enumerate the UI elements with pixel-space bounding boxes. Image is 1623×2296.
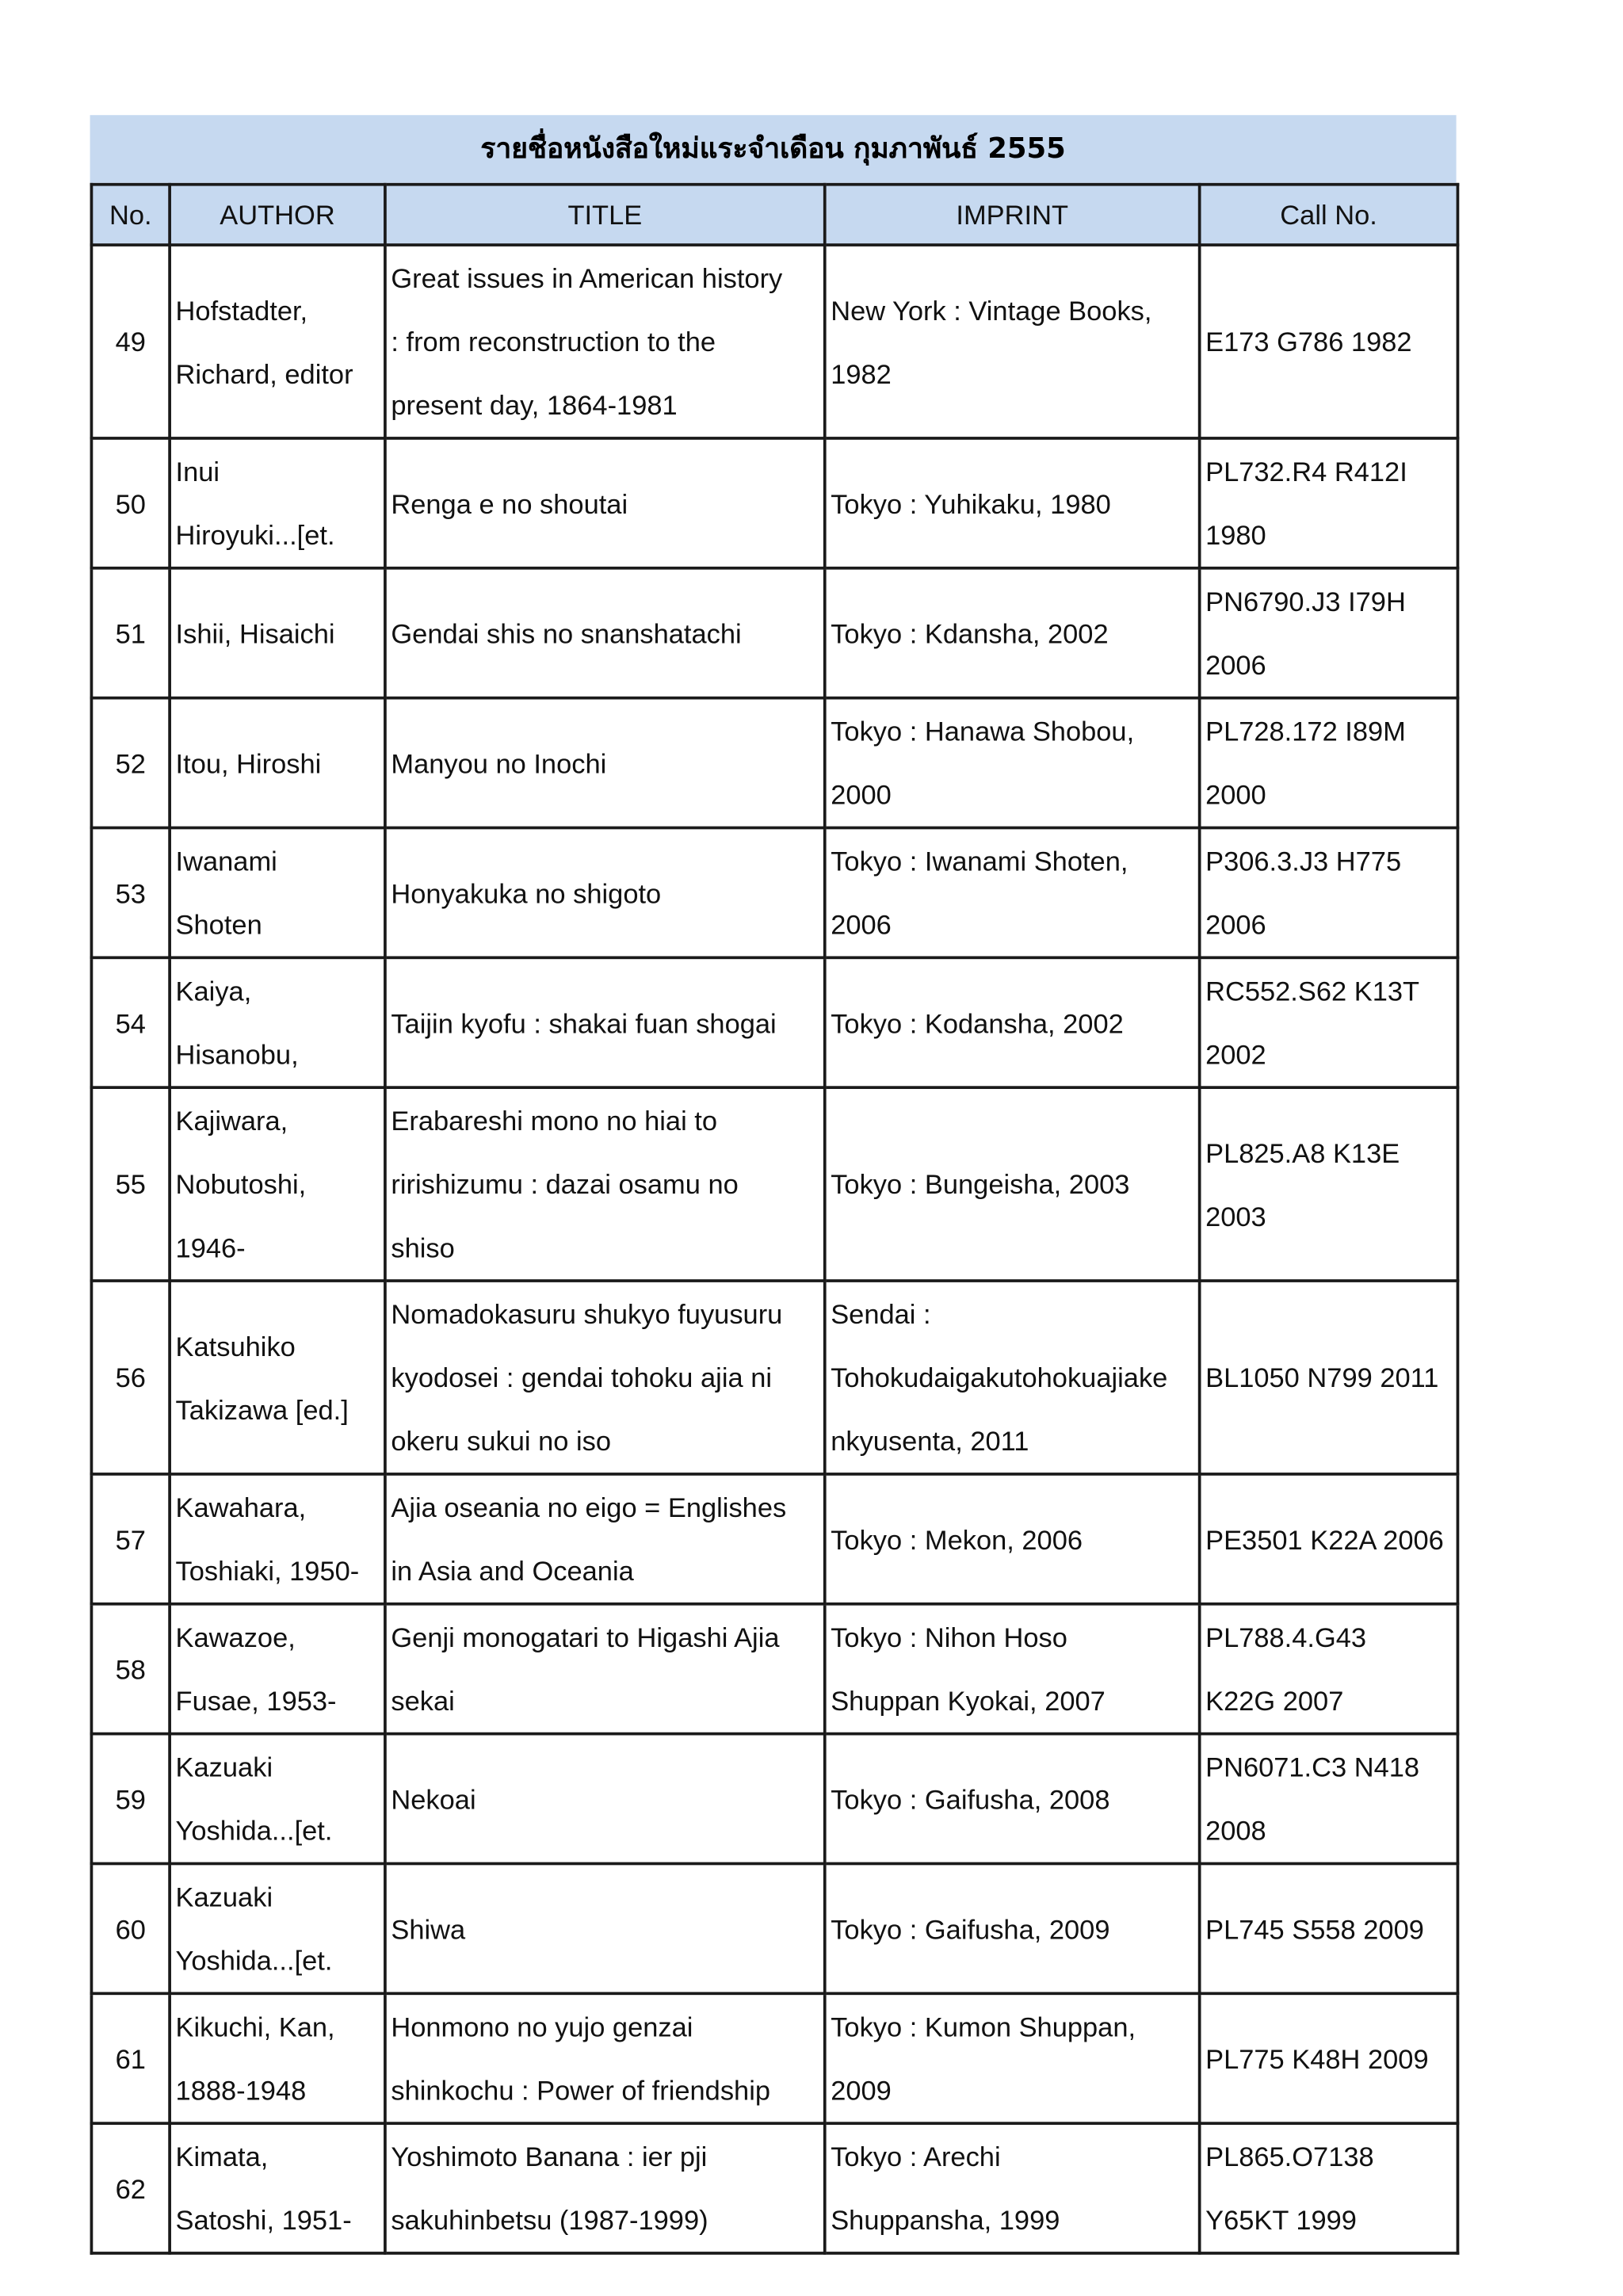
call-number-cell-line: 1980 bbox=[1205, 519, 1266, 551]
author-cell bbox=[170, 1281, 385, 1474]
imprint-cell bbox=[825, 1734, 1200, 1864]
imprint-cell-line: Tokyo : Nihon Hoso bbox=[831, 1622, 1067, 1653]
call-number-cell bbox=[1200, 1734, 1458, 1864]
call-number-cell bbox=[1200, 1993, 1458, 2123]
title-cell bbox=[385, 1863, 825, 1993]
author-cell bbox=[170, 1604, 385, 1734]
column-header-title: TITLE bbox=[385, 185, 825, 245]
row-number-cell: 57 bbox=[91, 1474, 170, 1604]
row-number-cell: 50 bbox=[91, 438, 170, 568]
row-number-cell: 51 bbox=[91, 568, 170, 698]
author-cell-line: Ishii, Hisaichi bbox=[175, 617, 335, 649]
row-number-cell: 58 bbox=[91, 1604, 170, 1734]
row-number-cell: 54 bbox=[91, 957, 170, 1087]
book-table bbox=[90, 183, 1460, 2255]
call-number-cell-line: E173 G786 1982 bbox=[1205, 326, 1412, 357]
call-number-cell-line: BL1050 N799 2011 bbox=[1205, 1362, 1439, 1393]
call-number-cell bbox=[1200, 1604, 1458, 1734]
call-number-cell-line: PL865.O7138 bbox=[1205, 2141, 1374, 2172]
imprint-cell-line: Tokyo : Mekon, 2006 bbox=[831, 1523, 1083, 1555]
title-cell bbox=[385, 438, 825, 568]
imprint-cell-line: 2000 bbox=[831, 779, 892, 811]
author-cell bbox=[170, 438, 385, 568]
imprint-cell bbox=[825, 1281, 1200, 1474]
imprint-cell-line: Tokyo : Bungeisha, 2003 bbox=[831, 1168, 1130, 1200]
call-number-cell-line: 2000 bbox=[1205, 779, 1266, 811]
row-number-cell: 60 bbox=[91, 1863, 170, 1993]
call-number-cell-line: 2003 bbox=[1205, 1200, 1266, 1232]
title-cell bbox=[385, 1474, 825, 1604]
title-cell-line: sakuhinbetsu (1987-1999) bbox=[391, 2204, 708, 2236]
row-number-cell: 62 bbox=[91, 2123, 170, 2253]
imprint-cell bbox=[825, 438, 1200, 568]
title-cell-line: : from reconstruction to the bbox=[391, 326, 716, 357]
call-number-cell-line: PL788.4.G43 bbox=[1205, 1622, 1367, 1653]
author-cell-line: Iwanami bbox=[175, 845, 277, 877]
title-cell bbox=[385, 1734, 825, 1864]
author-cell bbox=[170, 698, 385, 828]
author-cell bbox=[170, 1087, 385, 1281]
list-title: รายชื่อหนังสือใหม่แระจำเดือน กุมภาพันธ์ 2555 bbox=[90, 115, 1457, 183]
table-row bbox=[91, 1474, 1457, 1604]
table-row bbox=[91, 1863, 1457, 1993]
title-cell bbox=[385, 568, 825, 698]
call-number-cell-line: PL732.R4 R412I bbox=[1205, 456, 1407, 487]
call-number-cell-line: 2006 bbox=[1205, 908, 1266, 940]
row-number-cell: 55 bbox=[91, 1087, 170, 1281]
call-number-cell-line: PN6071.C3 N418 bbox=[1205, 1751, 1420, 1783]
imprint-cell-line: Tohokudaigakutohokuajiake bbox=[831, 1362, 1168, 1393]
imprint-cell-line: Sendai : bbox=[831, 1298, 931, 1330]
call-number-cell bbox=[1200, 438, 1458, 568]
author-cell-line: Inui bbox=[175, 456, 220, 487]
table-header-row bbox=[91, 185, 1457, 245]
imprint-cell-line: Tokyo : Gaifusha, 2008 bbox=[831, 1782, 1110, 1815]
table-row bbox=[91, 245, 1457, 438]
call-number-cell-line: Y65KT 1999 bbox=[1205, 2204, 1357, 2236]
call-number-cell-line: 2008 bbox=[1205, 1815, 1266, 1847]
imprint-cell bbox=[825, 1993, 1200, 2123]
call-number-cell-line: PE3501 K22A 2006 bbox=[1205, 1523, 1444, 1555]
call-number-cell-line: 2002 bbox=[1205, 1038, 1266, 1070]
title-cell-line: Gendai shis no snanshatachi bbox=[391, 617, 742, 649]
column-header-no: No. bbox=[91, 185, 170, 245]
imprint-cell bbox=[825, 698, 1200, 828]
imprint-cell bbox=[825, 1087, 1200, 1281]
imprint-cell-line: 2009 bbox=[831, 2074, 892, 2106]
author-cell-line: Yoshida...[et. bbox=[175, 1944, 333, 1976]
call-number-cell bbox=[1200, 245, 1458, 438]
call-number-cell bbox=[1200, 957, 1458, 1087]
table-row bbox=[91, 438, 1457, 568]
call-number-cell-line: PL775 K48H 2009 bbox=[1205, 2042, 1429, 2074]
title-cell bbox=[385, 245, 825, 438]
author-cell-line: Richard, editor bbox=[175, 357, 353, 389]
title-cell-line: Genji monogatari to Higashi Ajia bbox=[391, 1622, 780, 1653]
call-number-cell-line: K22G 2007 bbox=[1205, 1685, 1344, 1717]
title-cell-line: Honmono no yujo genzai bbox=[391, 2011, 693, 2042]
table-row bbox=[91, 1734, 1457, 1864]
title-cell-line: Nekoai bbox=[391, 1782, 476, 1815]
call-number-cell bbox=[1200, 827, 1458, 957]
author-cell-line: Takizawa [ed.] bbox=[175, 1393, 349, 1425]
author-cell-line: Hisanobu, bbox=[175, 1038, 299, 1070]
table-row bbox=[91, 1281, 1457, 1474]
imprint-cell-line: Tokyo : Hanawa Shobou, bbox=[831, 715, 1135, 747]
book-list-sheet bbox=[90, 115, 1457, 2255]
author-cell-line: 1888-1948 bbox=[175, 2074, 307, 2106]
author-cell-line: Kazuaki bbox=[175, 1881, 273, 1912]
author-cell-line: Toshiaki, 1950- bbox=[175, 1555, 360, 1587]
author-cell bbox=[170, 827, 385, 957]
table-row bbox=[91, 1087, 1457, 1281]
author-cell bbox=[170, 1863, 385, 1993]
imprint-cell-line: Tokyo : Kodansha, 2002 bbox=[831, 1007, 1124, 1038]
row-number-cell: 59 bbox=[91, 1734, 170, 1864]
title-cell-line: ririshizumu : dazai osamu no bbox=[391, 1168, 739, 1200]
imprint-cell-line: New York : Vintage Books, bbox=[831, 294, 1152, 326]
imprint-cell-line: Tokyo : Kumon Shuppan, bbox=[831, 2011, 1136, 2042]
table-row bbox=[91, 827, 1457, 957]
author-cell-line: Kikuchi, Kan, bbox=[175, 2011, 335, 2042]
imprint-cell bbox=[825, 1604, 1200, 1734]
column-header-author: AUTHOR bbox=[170, 185, 385, 245]
author-cell-line: Kazuaki bbox=[175, 1751, 273, 1783]
title-cell-line: Honyakuka no shigoto bbox=[391, 877, 662, 908]
row-number-cell: 56 bbox=[91, 1281, 170, 1474]
title-cell-line: Renga e no shoutai bbox=[391, 487, 628, 519]
imprint-cell-line: Tokyo : Yuhikaku, 1980 bbox=[831, 487, 1111, 519]
imprint-cell bbox=[825, 1863, 1200, 1993]
imprint-cell-line: 2006 bbox=[831, 908, 892, 940]
call-number-cell bbox=[1200, 1281, 1458, 1474]
table-row bbox=[91, 568, 1457, 698]
imprint-cell-line: Shuppansha, 1999 bbox=[831, 2204, 1060, 2236]
title-cell bbox=[385, 1993, 825, 2123]
title-cell bbox=[385, 698, 825, 828]
author-cell bbox=[170, 1474, 385, 1604]
author-cell-line: 1946- bbox=[175, 1232, 246, 1263]
title-cell-line: Erabareshi mono no hiai to bbox=[391, 1105, 718, 1137]
title-cell bbox=[385, 827, 825, 957]
row-number-cell: 61 bbox=[91, 1993, 170, 2123]
author-cell bbox=[170, 957, 385, 1087]
imprint-cell-line: Shuppan Kyokai, 2007 bbox=[831, 1685, 1106, 1717]
title-cell-line: present day, 1864-1981 bbox=[391, 389, 678, 421]
table-row bbox=[91, 957, 1457, 1087]
column-header-imprint: IMPRINT bbox=[825, 185, 1200, 245]
title-cell-line: Yoshimoto Banana : ier pji bbox=[391, 2141, 708, 2172]
imprint-cell-line: Tokyo : Gaifusha, 2009 bbox=[831, 1912, 1110, 1944]
author-cell-line: Itou, Hiroshi bbox=[175, 747, 322, 779]
imprint-cell-line: Tokyo : Iwanami Shoten, bbox=[831, 845, 1128, 877]
imprint-cell-line: nkyusenta, 2011 bbox=[831, 1425, 1029, 1457]
title-cell-line: Ajia oseania no eigo = Englishes bbox=[391, 1492, 787, 1523]
imprint-cell bbox=[825, 957, 1200, 1087]
call-number-cell-line: PL745 S558 2009 bbox=[1205, 1912, 1424, 1944]
author-cell-line: Yoshida...[et. bbox=[175, 1815, 333, 1847]
author-cell-line: Kaiya, bbox=[175, 975, 252, 1007]
author-cell-line: Kajiwara, bbox=[175, 1105, 288, 1137]
author-cell-line: Kawahara, bbox=[175, 1492, 307, 1523]
title-cell-line: okeru sukui no iso bbox=[391, 1425, 612, 1457]
row-number-cell: 49 bbox=[91, 245, 170, 438]
call-number-cell-line: 2006 bbox=[1205, 649, 1266, 681]
imprint-cell-line: 1982 bbox=[831, 357, 892, 389]
author-cell-line: Satoshi, 1951- bbox=[175, 2204, 352, 2236]
title-cell-line: Taijin kyofu : shakai fuan shogai bbox=[391, 1007, 777, 1038]
author-cell-line: Hofstadter, bbox=[175, 294, 308, 326]
call-number-cell bbox=[1200, 2123, 1458, 2253]
call-number-cell bbox=[1200, 1863, 1458, 1993]
title-cell bbox=[385, 1281, 825, 1474]
imprint-cell bbox=[825, 827, 1200, 957]
author-cell-line: Kimata, bbox=[175, 2141, 269, 2172]
title-cell-line: shiso bbox=[391, 1232, 455, 1263]
call-number-cell-line: P306.3.J3 H775 bbox=[1205, 845, 1402, 877]
call-number-cell-line: PL825.A8 K13E bbox=[1205, 1137, 1400, 1168]
author-cell bbox=[170, 568, 385, 698]
title-cell bbox=[385, 957, 825, 1087]
author-cell-line: Fusae, 1953- bbox=[175, 1685, 337, 1717]
title-cell bbox=[385, 2123, 825, 2253]
author-cell-line: Hiroyuki...[et. bbox=[175, 519, 335, 551]
author-cell-line: Nobutoshi, bbox=[175, 1168, 307, 1200]
title-cell bbox=[385, 1604, 825, 1734]
author-cell bbox=[170, 1993, 385, 2123]
title-cell-line: sekai bbox=[391, 1685, 455, 1717]
author-cell-line: Kawazoe, bbox=[175, 1622, 296, 1653]
call-number-cell-line: PN6790.J3 I79H bbox=[1205, 586, 1406, 617]
table-row bbox=[91, 2123, 1457, 2253]
author-cell-line: Shoten bbox=[175, 908, 262, 940]
imprint-cell bbox=[825, 2123, 1200, 2253]
imprint-cell-line: Tokyo : Arechi bbox=[831, 2141, 1001, 2172]
call-number-cell bbox=[1200, 568, 1458, 698]
call-number-cell-line: RC552.S62 K13T bbox=[1205, 975, 1420, 1007]
call-number-cell-line: PL728.172 I89M bbox=[1205, 715, 1406, 747]
title-cell-line: Nomadokasuru shukyo fuyusuru bbox=[391, 1298, 783, 1330]
imprint-cell bbox=[825, 1474, 1200, 1604]
title-cell-line: in Asia and Oceania bbox=[391, 1555, 634, 1587]
column-header-call-no: Call No. bbox=[1200, 185, 1458, 245]
title-cell-line: shinkochu : Power of friendship bbox=[391, 2074, 771, 2106]
table-row bbox=[91, 698, 1457, 828]
call-number-cell bbox=[1200, 698, 1458, 828]
call-number-cell bbox=[1200, 1087, 1458, 1281]
row-number-cell: 53 bbox=[91, 827, 170, 957]
call-number-cell bbox=[1200, 1474, 1458, 1604]
title-cell-line: Shiwa bbox=[391, 1912, 466, 1944]
imprint-cell-line: Tokyo : Kdansha, 2002 bbox=[831, 617, 1109, 649]
author-cell bbox=[170, 2123, 385, 2253]
title-cell-line: kyodosei : gendai tohoku ajia ni bbox=[391, 1362, 773, 1393]
author-cell bbox=[170, 1734, 385, 1864]
author-cell-line: Katsuhiko bbox=[175, 1330, 296, 1362]
title-cell-line: Great issues in American history bbox=[391, 262, 783, 294]
row-number-cell: 52 bbox=[91, 698, 170, 828]
table-row bbox=[91, 1604, 1457, 1734]
imprint-cell bbox=[825, 568, 1200, 698]
table-row bbox=[91, 1993, 1457, 2123]
title-cell bbox=[385, 1087, 825, 1281]
title-cell-line: Manyou no Inochi bbox=[391, 747, 607, 779]
author-cell bbox=[170, 245, 385, 438]
imprint-cell bbox=[825, 245, 1200, 438]
